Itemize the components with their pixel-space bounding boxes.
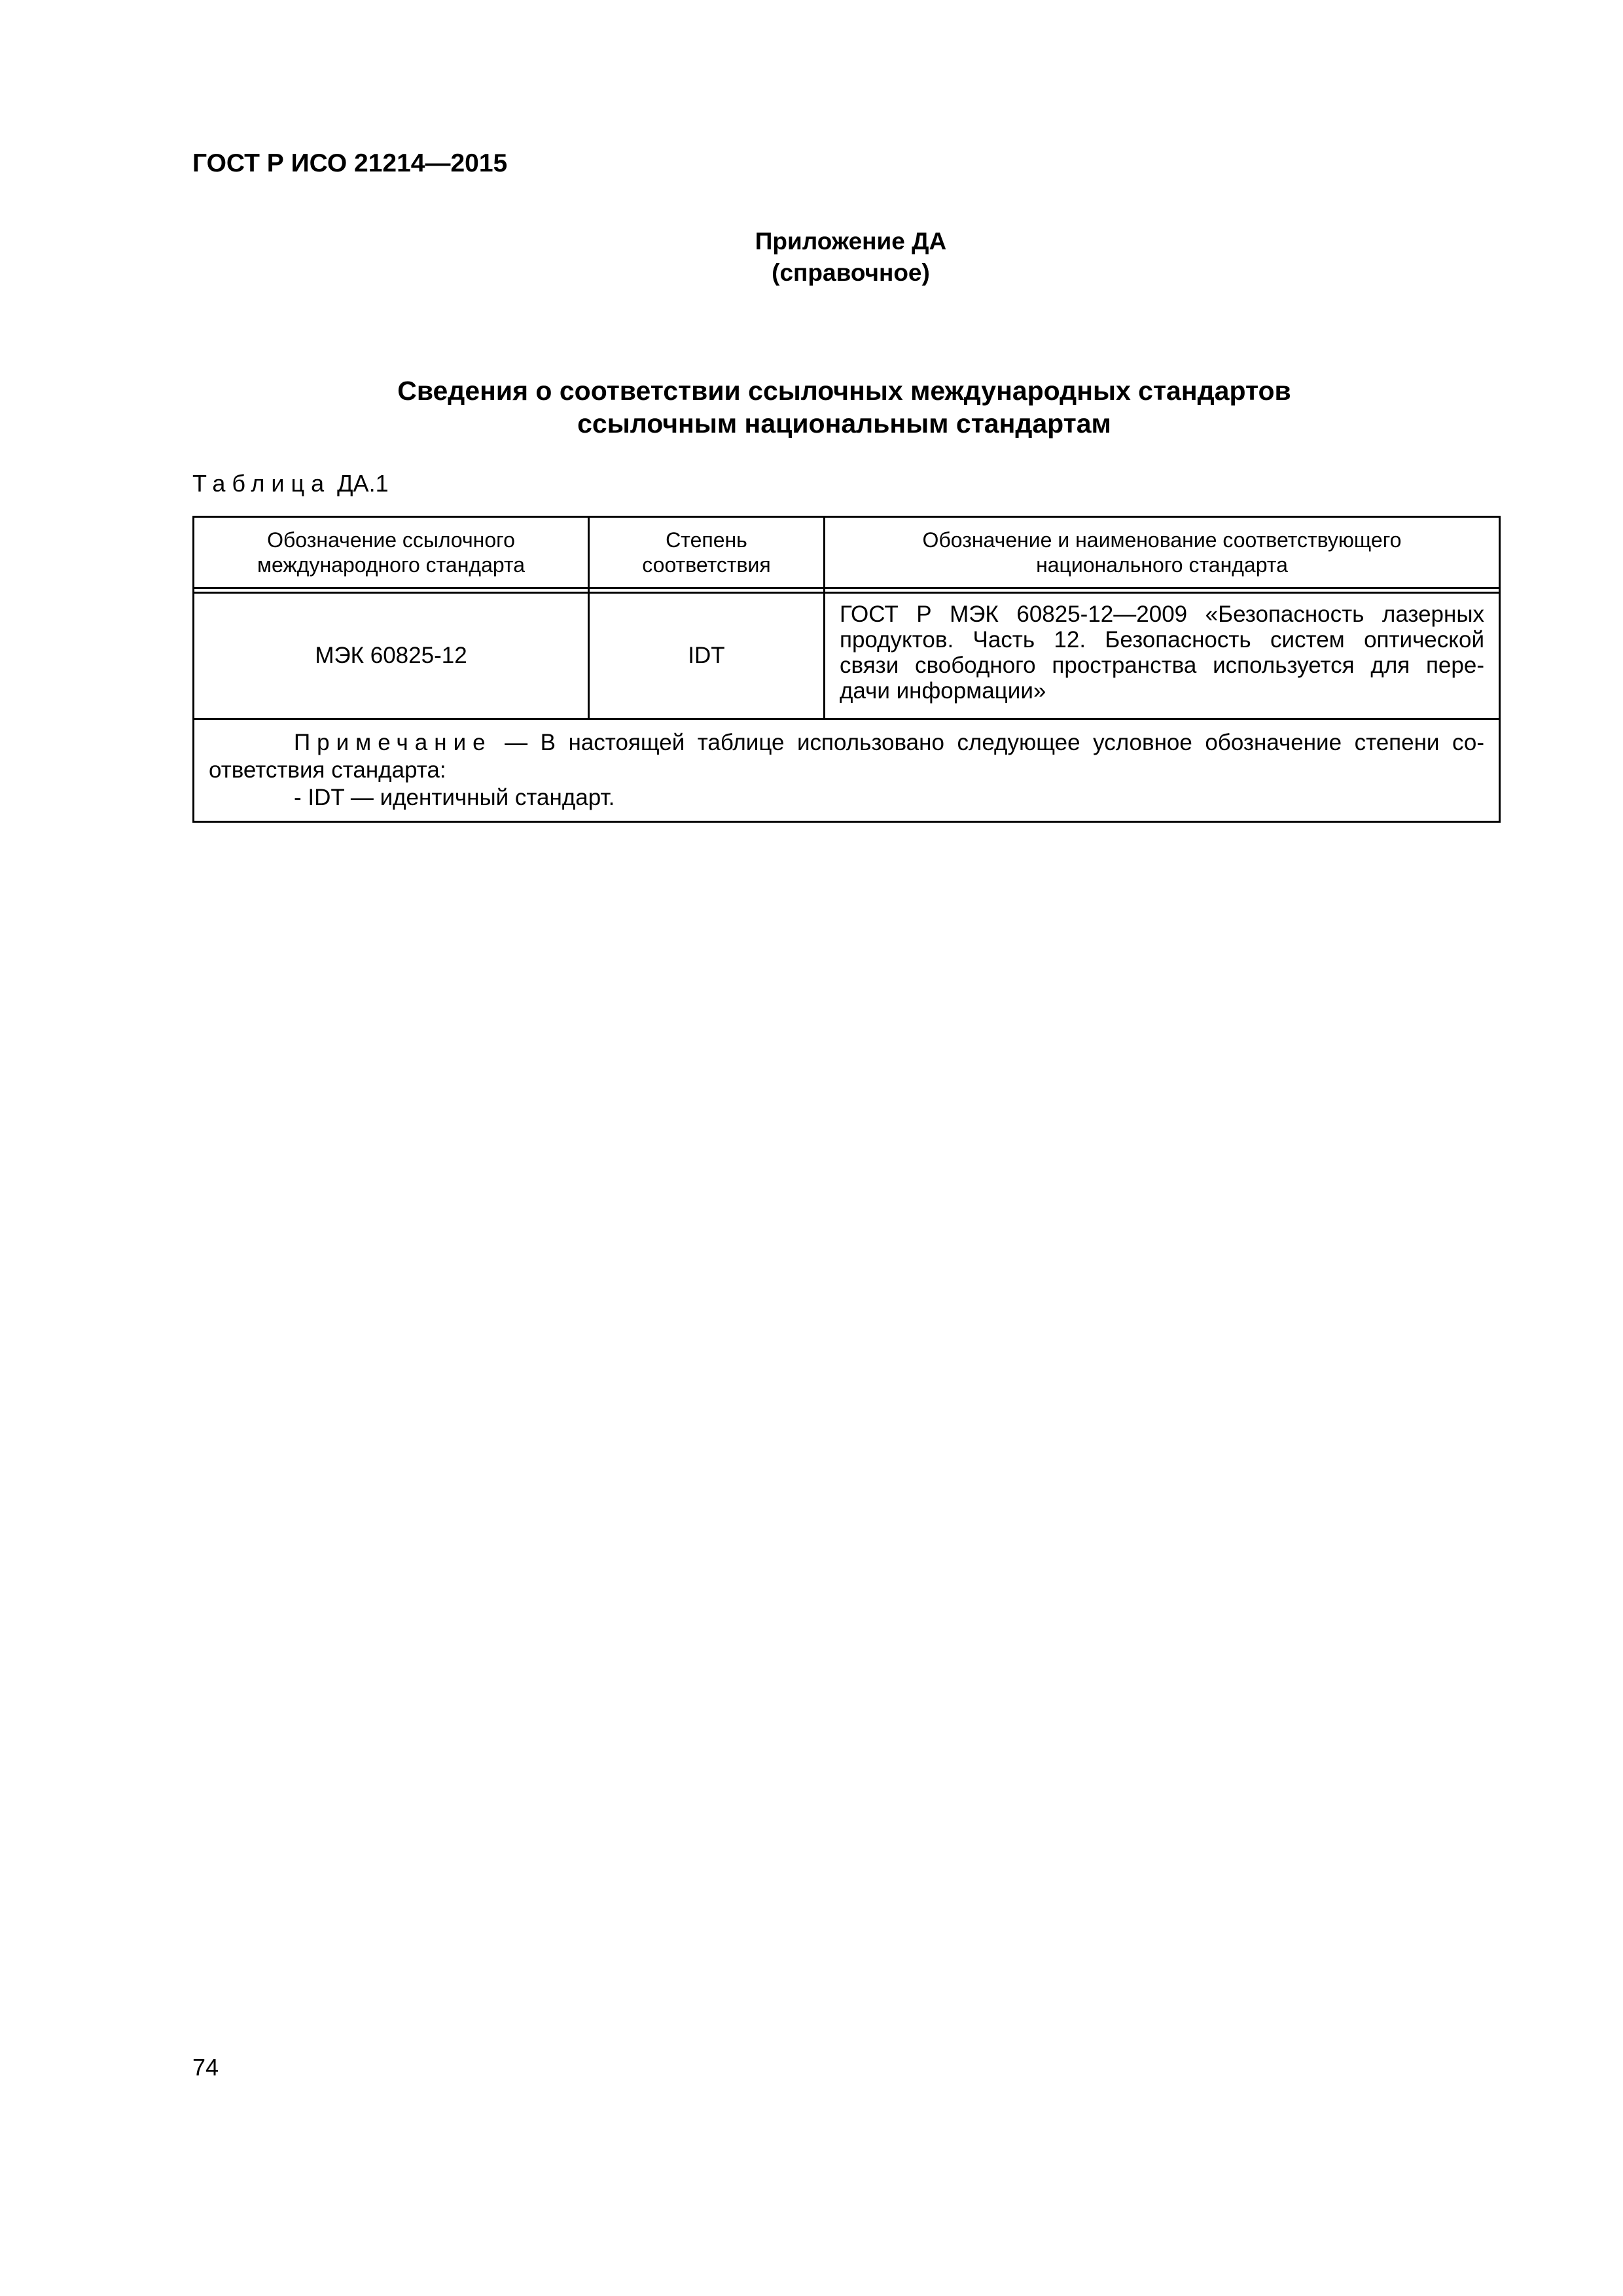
table-note [194,719,1500,822]
note-text-line2: ответствия стандарта: [209,757,446,783]
section-title [192,374,1496,440]
document-code: ГОСТ Р ИСО 21214—2015 [192,149,508,177]
appendix-title: Приложение ДА [755,228,947,255]
page-number: 74 [192,2054,219,2081]
note-item: - IDT — идентичный стандарт. [294,785,615,810]
header-degree-of-correspondence: Степень соответствия [589,517,825,588]
section-title-line1: Сведения о соответствии ссылочных международных стандартов [397,376,1291,406]
table-row [194,593,1500,719]
cell-national-standard: ГОСТ Р МЭК 60825-12—2009 «Безопасность лазерных продуктов. Часть 12. Безопасность систем оптической связи свободного пространства используется для пере-дачи информации» [825,593,1500,719]
appendix-heading [0,226,1623,289]
table-caption-label: Таблица [192,470,331,497]
correspondence-table [192,516,1501,823]
appendix-subtitle: (справочное) [772,259,930,286]
header-separator [194,588,1500,593]
table-caption-number: ДА.1 [337,470,389,497]
note-first-line [209,729,1484,757]
cell-international-standard: МЭК 60825-12 [194,593,589,719]
note-label: Примечание [294,730,492,755]
header-international-standard: Обозначение ссылочного международного стандарта [194,517,589,588]
table-header-row [194,517,1500,588]
header-national-standard: Обозначение и наименование соответствующего национального стандарта [825,517,1500,588]
section-title-line2: ссылочным национальным стандартам [577,408,1111,439]
table-caption [192,470,389,497]
note-text-line1: — В настоящей таблице использовано следующее условное обозначение степени со- [505,730,1484,755]
cell-degree: IDT [589,593,825,719]
table-note-row [194,719,1500,822]
